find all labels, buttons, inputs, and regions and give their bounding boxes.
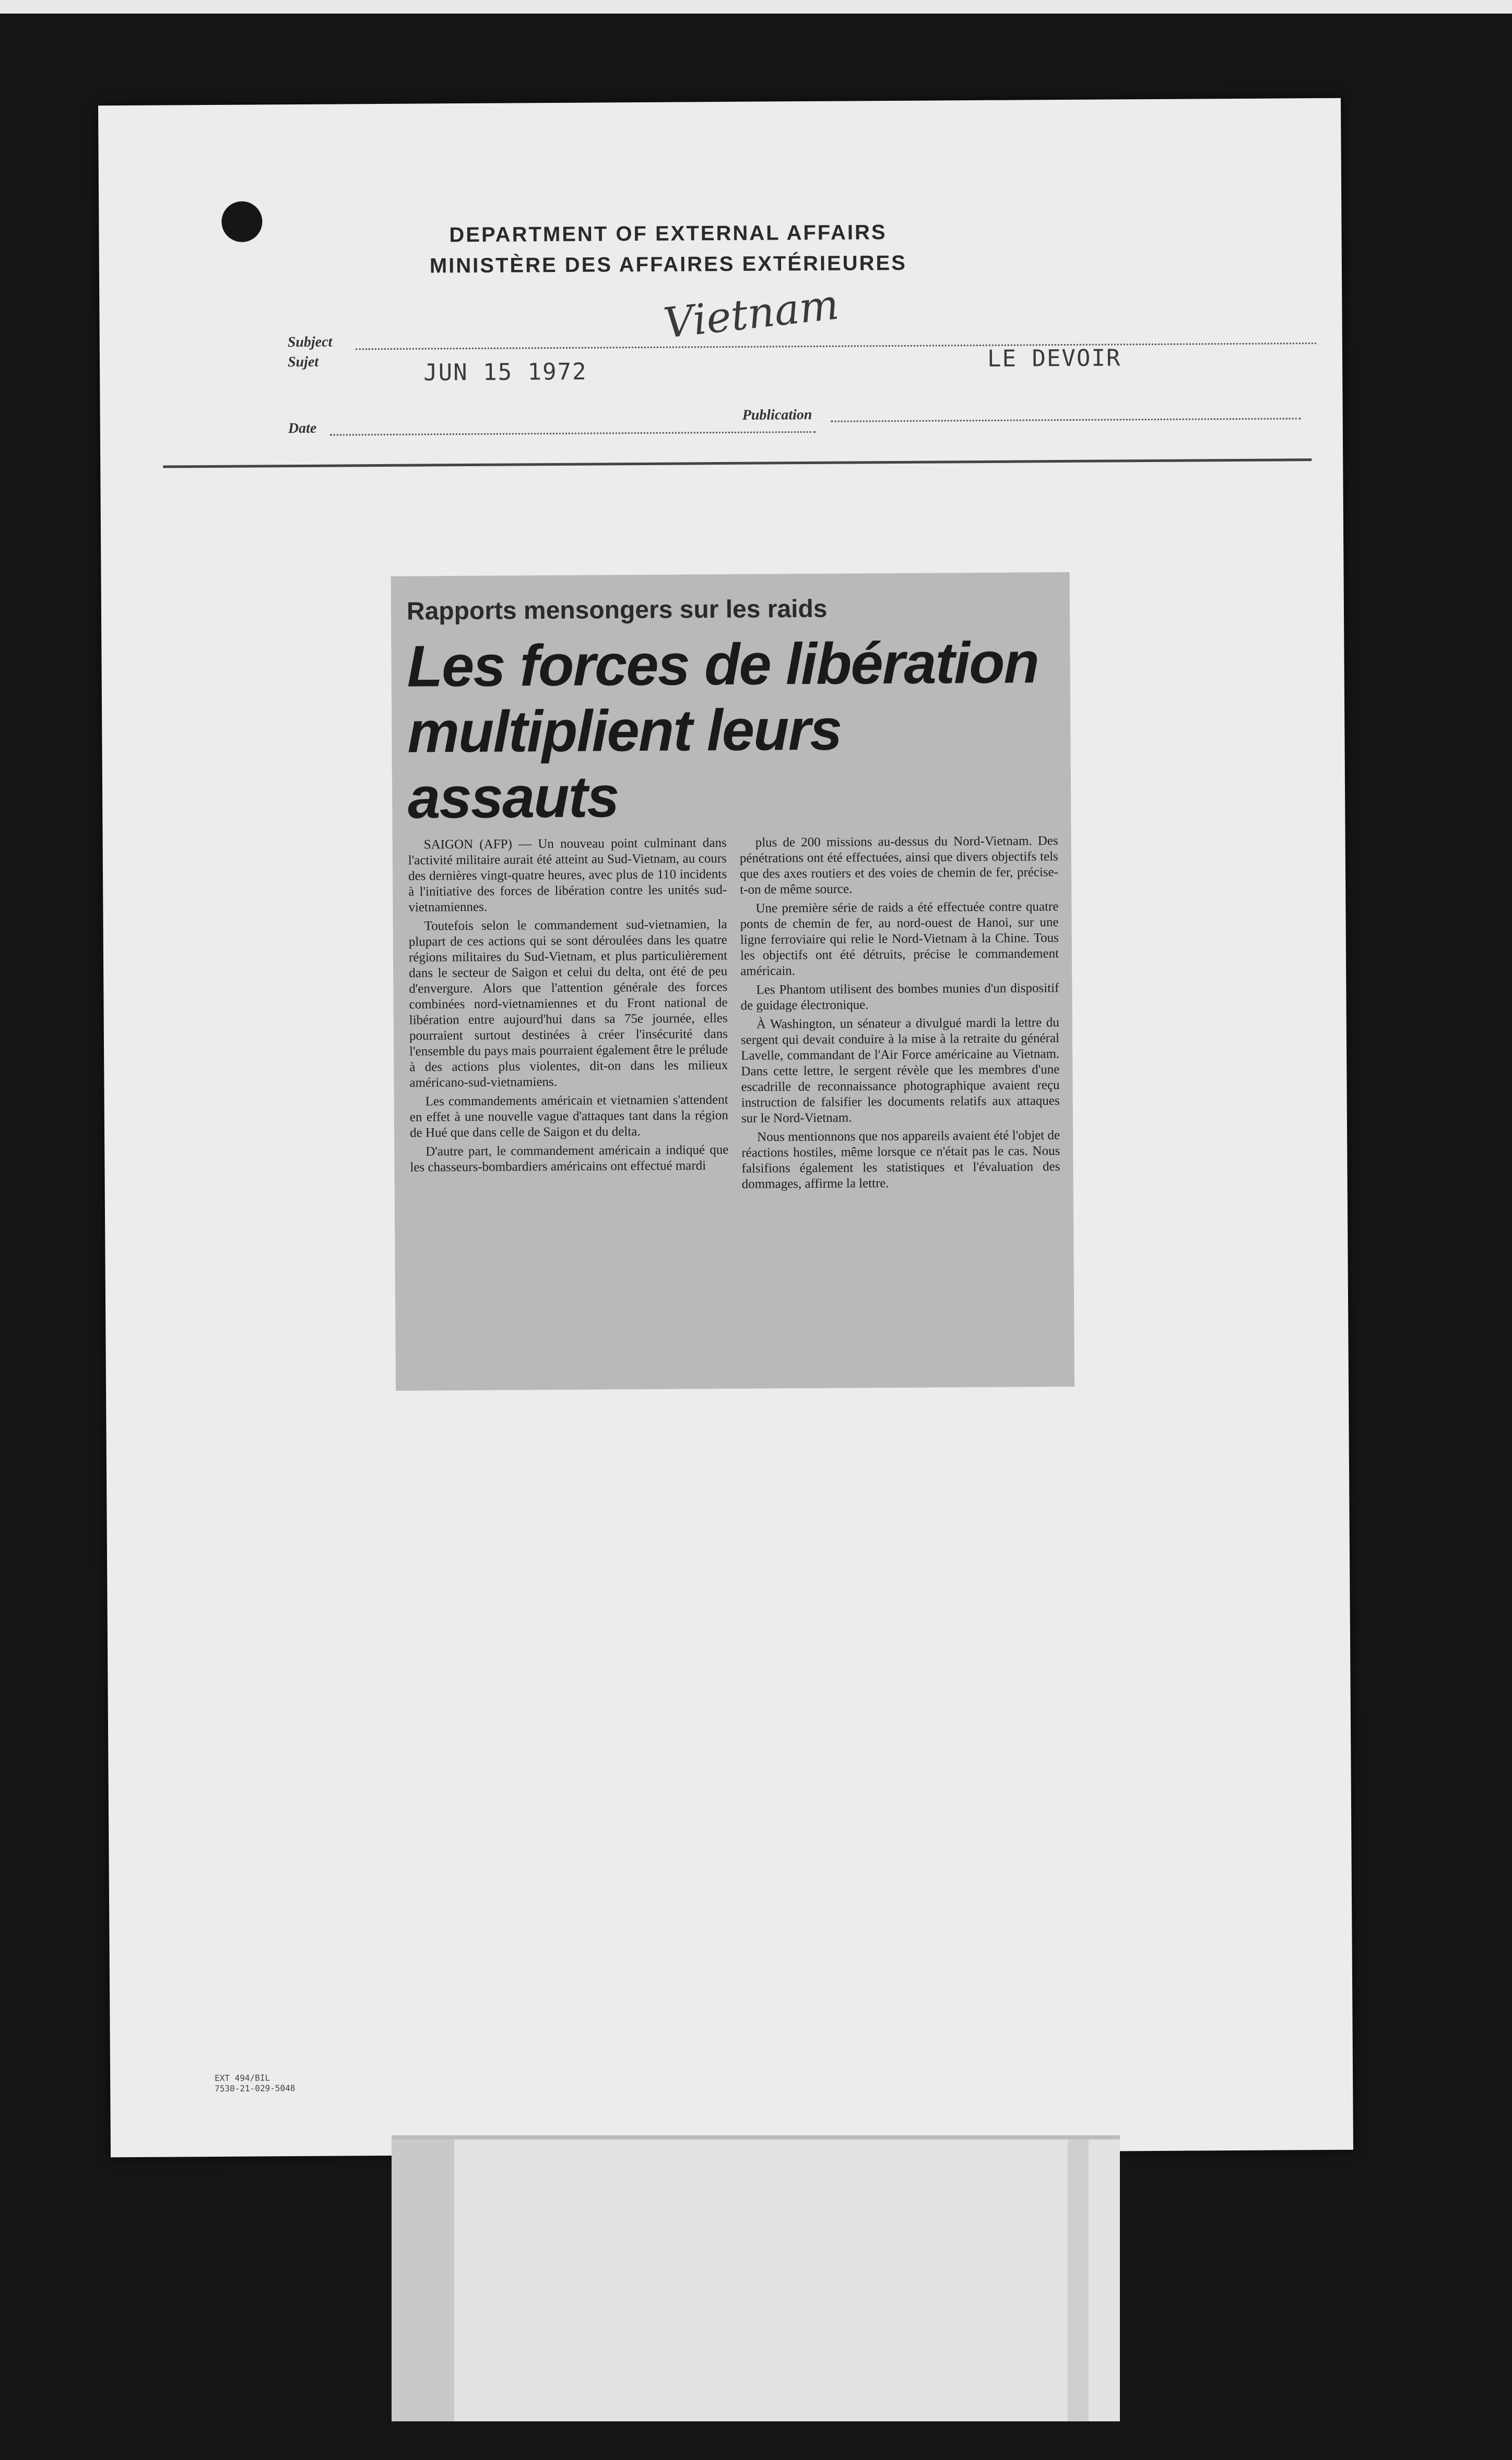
publication-stamp: LE DEVOIR — [987, 345, 1121, 372]
subject-label-en: Subject — [287, 334, 333, 351]
folder-tab-edge — [392, 2139, 454, 2421]
date-label: Date — [288, 420, 317, 437]
form-code — [215, 2073, 295, 2094]
header-rule — [163, 458, 1312, 468]
article-paragraph: Une première série de raids a été effectuée contre quatre ponts de chemin de fer, au nord-ouest de Hanoi, sur une ligne ferroviaire qui relie le Nord-Vietnam à la Chine. Tous les objectifs ont été détruits, précise le commandement américain. — [740, 900, 1059, 978]
article-paragraph: SAIGON (AFP) — Un nouveau point culminant dans l'activité militaire aurait été atteint au Sud-Vietnam, au cours des dernières vingt-quatre heures, avec plus de 110 incidents à l'initiative des forces de libération contre les unités sud-vietnamiennes. — [408, 835, 727, 915]
clipping-column-right — [740, 833, 1061, 1373]
publication-line — [831, 418, 1301, 422]
folder-tab-right-edge — [1068, 2139, 1089, 2421]
subject-line — [356, 342, 1316, 350]
scan-top-strip — [0, 0, 1512, 14]
clipping-kicker: Rapports mensongers sur les raids — [406, 595, 828, 625]
newspaper-clipping — [391, 572, 1075, 1391]
publication-label: Publication — [742, 406, 812, 423]
article-paragraph: plus de 200 missions au-dessus du Nord-Vietnam. Des pénétrations ont été effectuées, ainsi que divers objectifs tels que des axes routiers et des voies de chemin de fer, précise-t-on de même source. — [739, 834, 1059, 897]
article-paragraph: Nous mentionnons que nos appareils avaient été l'objet de réactions hostiles, même lorsque ce n'était pas le cas. Nous falsifions également les statistiques et l'évaluation des dommages, affirme la lettre. — [741, 1128, 1060, 1191]
date-stamp: JUN 15 1972 — [423, 358, 587, 386]
article-paragraph: Les Phantom utilisent des bombes munies d'un dispositif de guidage électronique. — [740, 981, 1059, 1013]
article-paragraph: Toutefois selon le commandement sud-vietnamien, la plupart de ces actions qui se sont déroulées dans les quatre régions militaires du Sud-Vietnam, et plus particulièrement dans le secteur de Saigon et celui du delta, ont été de peu d'envergure. Alors que l'attention générale des forces combinées nord-vietnamiennes et du Front national de libération entre aujourd'hui dans sa 75e journée, elles pourraient surtout destinées à créer l'insécurité dans l'ensemble du pays mais pourraient également être le prélude à des actions plus violentes, dit-on dans les milieux américano-sud-vietnamiens. — [408, 917, 728, 1090]
clipping-headline: Les forces de libération multiplient leurs assauts — [407, 630, 1039, 831]
subject-handwritten-value: Vietnam — [661, 280, 842, 348]
department-name-en: DEPARTMENT OF EXTERNAL AFFAIRS — [449, 221, 887, 247]
form-code-line: EXT 494/BIL — [215, 2073, 270, 2084]
department-header — [99, 218, 1342, 280]
article-paragraph: À Washington, un sénateur a divulgué mardi la lettre du sergent qui devait conduire à la mise à la retraite du général Lavelle, commandant de l'Air Force américaine au Vietnam. Dans cette lettre, le sergent révèle que les membres d'une escadrille de reconnaissance photographique avaient reçu instruction de falsifier les documents relatifs aux attaques sur le Nord-Vietnam. — [740, 1015, 1060, 1126]
date-line — [330, 431, 816, 436]
article-paragraph: D'autre part, le commandement américain a indiqué que les chasseurs-bombardiers américains ont effectué mardi — [410, 1142, 729, 1175]
department-name-fr: MINISTÈRE DES AFFAIRES EXTÉRIEURES — [429, 251, 907, 278]
clipping-column-left — [408, 835, 730, 1375]
subject-label-fr: Sujet — [287, 353, 319, 371]
article-paragraph: Les commandements américain et vietnamien s'attendent en effet à une nouvelle vague d'attaques tant dans la région de Hué que dans celle de Saigon et du delta. — [409, 1092, 728, 1140]
document-page — [98, 98, 1353, 2157]
folder-tab — [392, 2135, 1120, 2421]
form-code-line: 7530-21-029-5048 — [215, 2083, 296, 2094]
